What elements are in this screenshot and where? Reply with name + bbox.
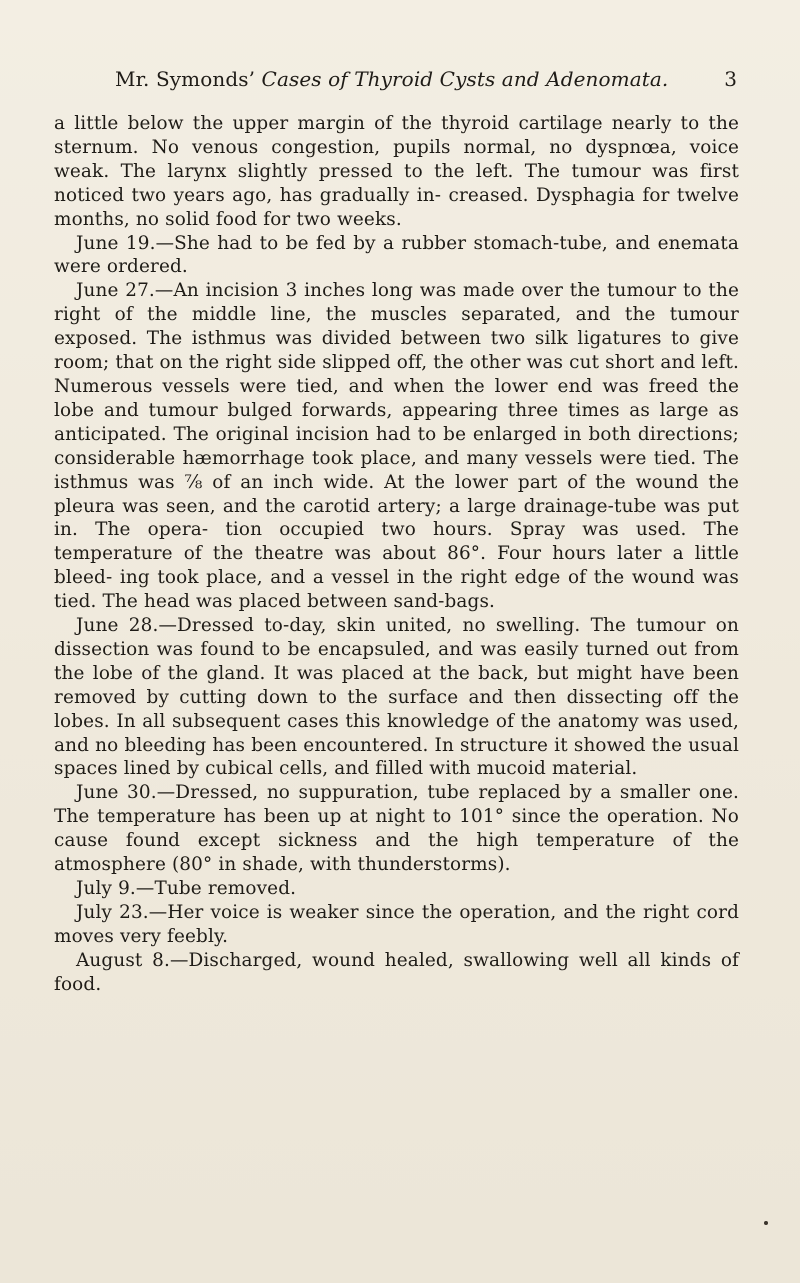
paragraph-june-28: June 28.—Dressed to-day, skin united, no swelling. The tumour on dissection was found to be encapsuled, and was easily turned out from the lobe of the gland. It was placed at the back, but might have been removed by cutting down to the surface and then dissecting off the lobes. In all subsequent cases this knowledge of the anatomy was used, and no bleeding has been encountered. In structure it showed the usual spaces lined by cubical cells, and filled with mucoid material. — [54, 615, 739, 780]
paragraph-june-27: June 27.—An incision 3 inches long was made over the tumour to the right of the middle line, the muscles separated, and the tumour exposed. The isthmus was divided between two silk ligatures to give room; that on the right side slipped off, the other was cut short and left. Numerous vessels were tied, and when the lower end was freed the lobe and tumour bulged forwards, appearing three times as large as anticipated. The original incision had to be enlarged in both directions; considerable hæmorrhage took place, and many vessels were tied. The isthmus was ⅞ of an inch wide. At the lower part of the wound the pleura was seen, and the carotid artery; a large drainage-tube was put in. The opera- tion occupied two hours. Spray was used. The temperature of the theatre was about 86°. Four hours later a little bleed- ing took place, and a vessel in the right edge of the wound was tied. The head was placed between sand-bags. — [54, 280, 739, 613]
running-head-author: Mr. Symonds’ — [115, 67, 256, 91]
page-number: 3 — [724, 67, 737, 91]
body-text — [54, 112, 739, 997]
running-title — [115, 66, 725, 92]
running-head — [115, 66, 737, 92]
ink-speck — [764, 1221, 768, 1225]
running-head-title: Cases of Thyroid Cysts and Adenomata. — [261, 67, 669, 91]
paragraph-june-19: June 19.—She had to be fed by a rubber stomach-tube, and enemata were ordered. — [54, 232, 739, 278]
paragraph-intro: a little below the upper margin of the thyroid cartilage nearly to the sternum. No venous congestion, pupils normal, no dyspnœa, voice weak. The larynx slightly pressed to the left. The tumour was first noticed two years ago, has gradually in- creased. Dysphagia for twelve months, no solid food for two weeks. — [54, 113, 739, 230]
paragraph-july-9: July 9.—Tube removed. — [76, 878, 297, 899]
paragraph-august-8: August 8.—Discharged, wound healed, swallowing well all kinds of food. — [54, 949, 739, 995]
paragraph-july-23: July 23.—Her voice is weaker since the operation, and the right cord moves very feebly. — [54, 901, 739, 947]
paragraph-june-30: June 30.—Dressed, no suppuration, tube replaced by a smaller one. The temperature has been up at night to 101° since the operation. No cause found except sickness and the high temperature of the atmosphere (80° in shade, with thunderstorms). — [54, 782, 739, 876]
